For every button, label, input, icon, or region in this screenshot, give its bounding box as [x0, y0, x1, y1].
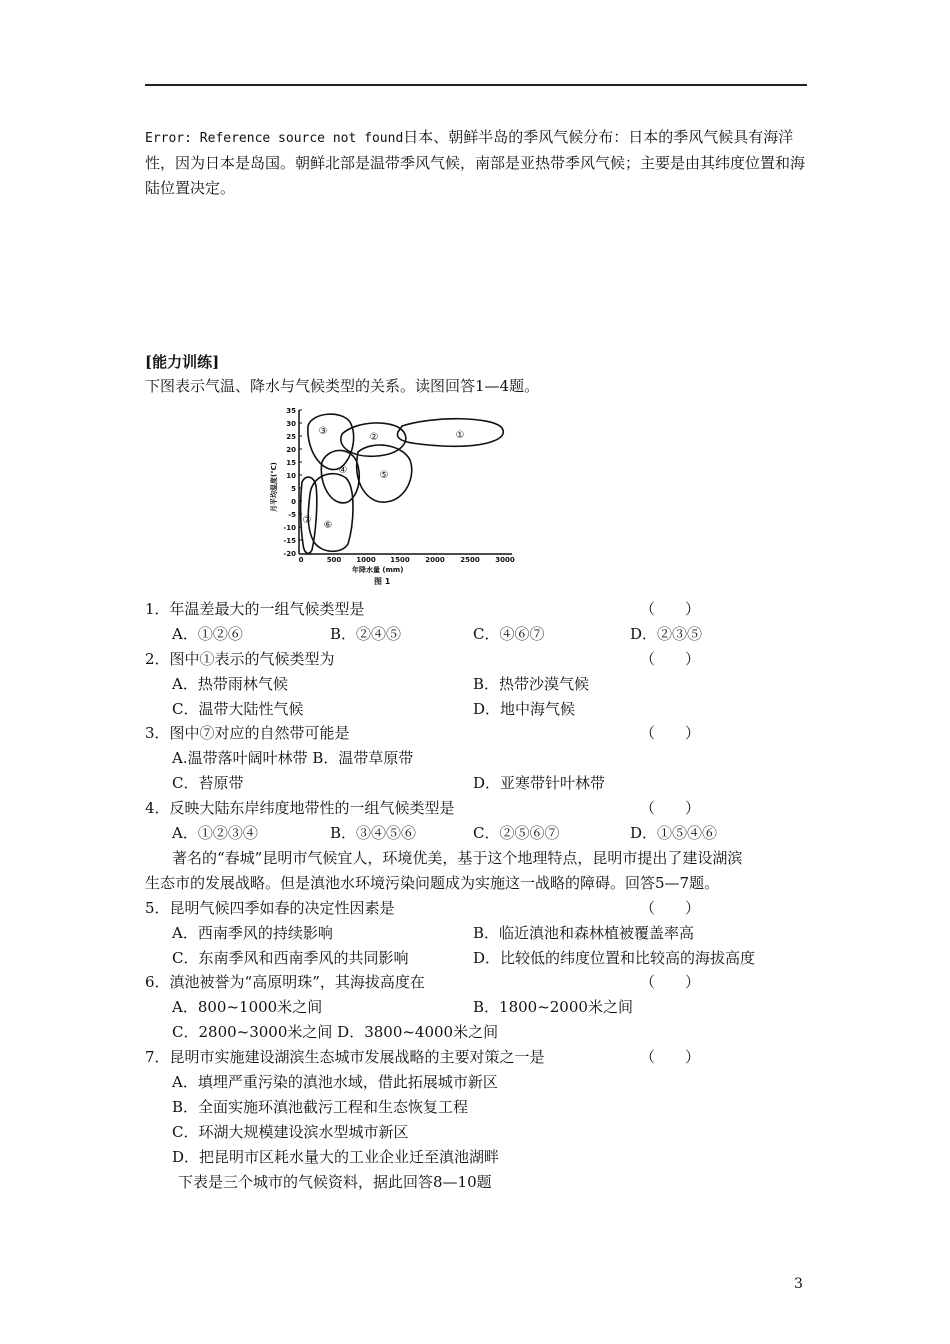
passage-line: 著名的“春城”昆明市气候宜人，环境优美，基于这个地理特点，昆明市提出了建设湖滨	[172, 849, 743, 867]
question-stem: 4．反映大陆东岸纬度地带性的一组气候类型是	[145, 799, 455, 817]
y-tick: 20	[286, 446, 296, 454]
x-tick: 1000	[356, 556, 376, 564]
question-stem: 7．昆明市实施建设湖滨生态城市发展战略的主要对策之一是	[145, 1048, 545, 1066]
region-label: ④	[338, 465, 348, 476]
option: C．②⑤⑥⑦	[473, 824, 560, 842]
option: A．填埋严重污染的滇池水域，借此拓展城市新区	[172, 1073, 498, 1091]
answer-paren: （ ）	[640, 650, 701, 668]
page-number: 3	[794, 1276, 803, 1292]
y-tick: 5	[291, 485, 296, 493]
option: D．把昆明市区耗水量大的工业企业迁至滇池湖畔	[172, 1148, 500, 1166]
x-tick: 0	[298, 556, 304, 564]
option: D．比较低的纬度位置和比较高的海拔高度	[473, 949, 756, 967]
option: B．③④⑤⑥	[330, 824, 417, 842]
question-stem: 2．图中①表示的气候类型为	[145, 650, 335, 668]
region-label: ①	[455, 430, 465, 441]
option: A．热带雨林气候	[172, 675, 288, 693]
question-stem: 5．昆明气候四季如春的决定性因素是	[145, 899, 395, 917]
option: A．①②③④	[172, 824, 258, 842]
x-tick: 1500	[390, 556, 410, 564]
x-axis-label: 年降水量 (mm)	[352, 566, 404, 574]
section-prompt: 下图表示气温、降水与气候类型的关系。读图回答1—4题。	[145, 377, 540, 395]
answer-paren: （ ）	[640, 724, 701, 742]
question-stem: 6．滇池被誉为“高原明珠”，其海拔高度在	[145, 973, 425, 991]
y-tick: -10	[283, 524, 296, 532]
error-reference-text: Error: Reference source not found	[145, 131, 404, 146]
option: C．温带大陆性气候	[172, 700, 304, 718]
option: D．地中海气候	[473, 700, 576, 718]
answer-paren: （ ）	[640, 973, 701, 991]
y-tick: -20	[283, 550, 296, 558]
climate-region-3	[308, 414, 354, 469]
y-tick: 35	[286, 407, 296, 415]
option: C．环湖大规模建设滨水型城市新区	[172, 1123, 409, 1141]
option: D．亚寒带针叶林带	[473, 774, 606, 792]
climate-region-4	[321, 450, 359, 502]
y-tick: 10	[286, 472, 296, 480]
option: A.温带落叶阔叶林带 B．温带草原带	[172, 749, 414, 767]
option: C．2800~3000米之间 D．3800~4000米之间	[172, 1023, 499, 1041]
y-tick: -15	[283, 537, 296, 545]
figure-caption: 图 1	[374, 577, 391, 586]
option: C．苔原带	[172, 774, 244, 792]
option: B．②④⑤	[330, 625, 402, 643]
section-heading: [能力训练]	[145, 353, 220, 371]
option: C．东南季风和西南季风的共同影响	[172, 949, 409, 967]
option: A．①②⑥	[172, 625, 243, 643]
climate-region-6	[308, 474, 353, 552]
option: D．②③⑤	[630, 625, 703, 643]
region-label: ③	[318, 426, 328, 437]
region-label: ②	[369, 432, 379, 443]
x-tick: 2500	[460, 556, 480, 564]
header-rule	[145, 84, 807, 86]
option: A．800~1000米之间	[172, 998, 323, 1016]
table-intro: 下表是三个城市的气候资料，据此回答8—10题	[178, 1173, 492, 1191]
y-tick: 30	[286, 420, 296, 428]
option: D．①⑤④⑥	[630, 824, 718, 842]
answer-paren: （ ）	[640, 600, 701, 618]
x-tick: 3000	[495, 556, 515, 564]
answer-paren: （ ）	[640, 799, 701, 817]
region-label: ⑤	[379, 470, 389, 481]
question-stem: 3．图中⑦对应的自然带可能是	[145, 724, 350, 742]
passage-line: 生态市的发展战略。但是滇池水环境污染问题成为实施这一战略的障碍。回答5—7题。	[145, 874, 720, 892]
climate-region-1	[397, 419, 503, 447]
y-tick: 15	[286, 459, 296, 467]
region-label: ⑦	[302, 515, 312, 526]
climate-diagram-svg	[262, 404, 532, 592]
climate-figure	[262, 404, 532, 592]
answer-paren: （ ）	[640, 899, 701, 917]
x-tick: 2000	[425, 556, 445, 564]
option: A．西南季风的持续影响	[172, 924, 333, 942]
option: B．临近滇池和森林植被覆盖率高	[473, 924, 695, 942]
y-axis-label: 月平均温度(℃)	[270, 462, 278, 512]
y-tick: 0	[291, 498, 296, 506]
y-tick: -5	[288, 511, 296, 519]
intro-text: 日本、朝鲜半岛的季风气候分布：日本的季风气候具有海洋性，因为日本是岛国。朝鲜北部是温带季风气候，南部是亚热带季风气候；主要是由其纬度位置和海陆位置决定。	[145, 128, 806, 197]
option: B．1800~2000米之间	[473, 998, 633, 1016]
answer-paren: （ ）	[640, 1048, 701, 1066]
region-label: ⑥	[323, 520, 333, 531]
x-tick: 500	[326, 556, 342, 564]
option: B．全面实施环滇池截污工程和生态恢复工程	[172, 1098, 469, 1116]
option: B．热带沙漠气候	[473, 675, 590, 693]
intro-paragraph	[145, 125, 810, 201]
y-tick: 25	[286, 433, 296, 441]
option: C．④⑥⑦	[473, 625, 545, 643]
question-stem: 1．年温差最大的一组气候类型是	[145, 600, 365, 618]
